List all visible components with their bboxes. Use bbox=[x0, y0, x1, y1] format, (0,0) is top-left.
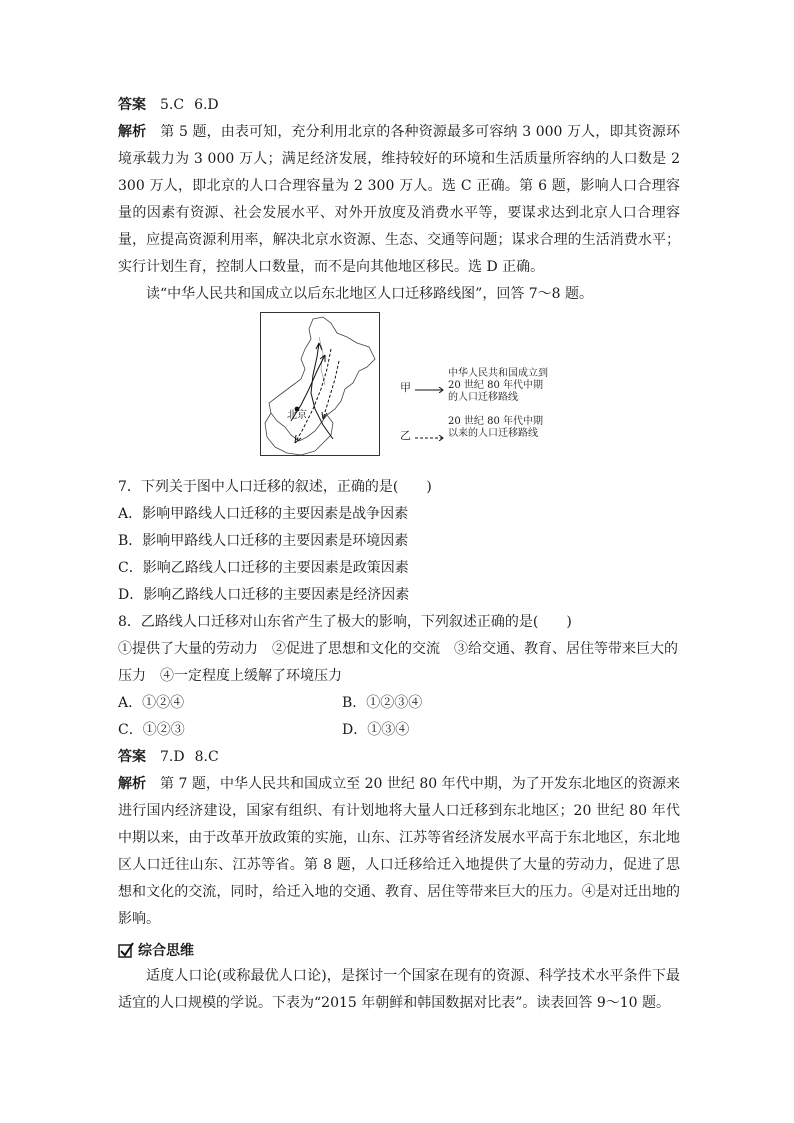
section-title-text: 综合思维 bbox=[138, 943, 194, 959]
answer-5: 5.C bbox=[160, 97, 185, 113]
question-8-option-a: A．①②④ bbox=[118, 695, 185, 711]
document-page bbox=[118, 92, 680, 1017]
legend-jia-text: 中华人民共和国成立到 20 世纪 80 年代中期的人口迁移路线 bbox=[448, 368, 548, 403]
question-7-option-a: A．影响甲路线人口迁移的主要因素是战争因素 bbox=[118, 506, 409, 522]
dashed-arrow-line bbox=[415, 435, 445, 441]
question-7-option-b: B．影响甲路线人口迁移的主要因素是环境因素 bbox=[118, 533, 409, 549]
legend-jia-mark: 甲 bbox=[400, 381, 411, 394]
beijing-label: 北京 bbox=[287, 410, 307, 421]
question-7-option-c: C．影响乙路线人口迁移的主要因素是政策因素 bbox=[118, 560, 409, 576]
answer-6: 6.D bbox=[194, 97, 219, 113]
analysis-label: 解析 bbox=[118, 124, 147, 140]
analysis-text: 第 5 题，由表可知，充分利用北京的各种资源最多可容纳 3 000 万人，即其资源环境承载力为 3 000 万人；满足经济发展，维持较好的环境和生活质量所容纳的人口数是 2 300 万人，即北京的人口合理容量为 2 300 万人。选 C 正确。第 6 题，影响人口合理容量的因素有资源、社会发展水平、对外开放度及消费水平等，要谋求达到北京人口合理容量，应提高资源利用率，解决北京水资源、生态、交通等问题；谋求合理的生活消费水平；实行计划生育，控制人口数量，而不是向其他地区移民。选 D 正确。 bbox=[118, 124, 680, 275]
question-8-option-d: D．①③④ bbox=[342, 722, 410, 738]
question-7-stem: 7．下列关于图中人口迁移的叙述，正确的是( ) bbox=[118, 479, 432, 495]
section-heading bbox=[118, 939, 680, 963]
map-drawing bbox=[261, 313, 381, 457]
analysis-label-2: 解析 bbox=[118, 776, 147, 792]
question-8-statements-1: ①提供了大量的劳动力 ②促进了思想和文化的交流 ③给交通、教育、居住等带来巨大的 bbox=[118, 641, 678, 657]
answer-label: 答案 bbox=[118, 97, 146, 113]
question-8-option-b: B．①②③④ bbox=[342, 695, 423, 711]
checkbox-check-icon bbox=[118, 942, 134, 958]
answer-label-2: 答案 bbox=[118, 749, 146, 765]
route-yi-arrow bbox=[295, 435, 301, 443]
northeast-map bbox=[260, 312, 380, 456]
migration-figure bbox=[118, 312, 680, 468]
route-yi-2 bbox=[323, 361, 339, 419]
coast-outline bbox=[315, 415, 333, 451]
legend-yi-text: 20 世纪 80 年代中期以来的人口迁移路线 bbox=[448, 416, 543, 439]
question-8-options-row-1 bbox=[118, 690, 680, 717]
analysis-7-8 bbox=[118, 771, 680, 933]
analysis-text-2: 第 7 题，中华人民共和国成立至 20 世纪 80 年代中期，为了开发东北地区的资源来进行国内经济建设，国家有组织、有计划地将大量人口迁移到东北地区；20 世纪 80 年代中期以来，由于改革开放政策的实施，山东、江苏等省经济发展水平高于东北地区，东北地区人口迁往山东、江苏等省。第 8 题，人口迁移给迁入地提供了大量的劳动力，促进了思想和文化的交流，同时，给迁入地的交通、教育、居住等带来巨大的压力。④是对迁出地的影响。 bbox=[118, 776, 680, 927]
intro-7-8: 读“中华人民共和国成立以后东北地区人口迁移路线图”，回答 7～8 题。 bbox=[146, 286, 594, 302]
answer-line-7-8 bbox=[118, 744, 680, 771]
intro-9-10: 适度人口论(或称最优人口论)，是探讨一个国家在现有的资源、科学技术水平条件下最适宜的人口规模的学说。下表为“2015 年朝鲜和韩国数据对比表”。读表回答 9～10 题。 bbox=[118, 968, 680, 1011]
question-8-stem: 8．乙路线人口迁移对山东省产生了极大的影响，下列叙述正确的是( ) bbox=[118, 614, 572, 630]
question-7-option-d: D．影响乙路线人口迁移的主要因素是经济因素 bbox=[118, 587, 410, 603]
answer-line-5-6 bbox=[118, 92, 680, 119]
question-8-options-row-2 bbox=[118, 717, 680, 744]
answer-7: 7.D bbox=[160, 749, 185, 765]
analysis-5-6 bbox=[118, 119, 680, 281]
solid-arrow-line bbox=[415, 387, 445, 393]
question-8-option-c: C．①②③ bbox=[118, 722, 185, 738]
answer-8: 8.C bbox=[194, 749, 219, 765]
question-8-statements-2: 压力 ④一定程度上缓解了环境压力 bbox=[118, 668, 342, 684]
legend-yi-mark: 乙 bbox=[400, 429, 411, 442]
